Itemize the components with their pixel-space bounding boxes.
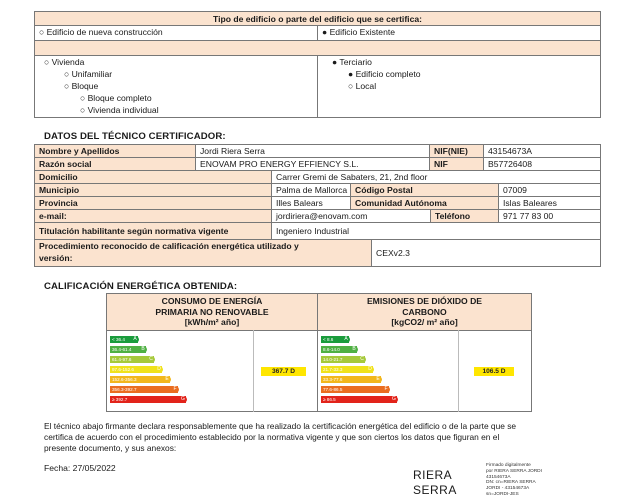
procedure-label-line-1: Procedimiento reconocido de calificación energética utilizado y <box>39 241 299 251</box>
emisiones-bar-a <box>321 336 349 343</box>
digital-line-2: por RIERA SERRA JORDI <box>486 468 542 474</box>
consumo-bar-range: 97.6-152.6 <box>112 367 134 372</box>
declaration-line-3: presente documento, y sus anexos: <box>44 443 177 453</box>
signature-line-1: RIERA <box>413 468 453 482</box>
digital-line-1: Firmado digitalmente <box>486 463 531 468</box>
digital-line-5: JORDI - 43154673A <box>486 486 530 492</box>
emisiones-rating-value: 106.5 D <box>474 367 514 376</box>
vivienda-individual-option: ○ Vivienda individual <box>80 105 159 115</box>
separator-band <box>34 40 601 56</box>
digital-line-4: DN: cn=RIERA SERRA <box>486 480 536 486</box>
consumo-bar-letter: B <box>139 346 147 353</box>
consumo-bar-range: 36.4-61.4 <box>112 347 132 352</box>
consumo-bar-letter: E <box>163 376 171 383</box>
emisiones-bar-letter: E <box>374 376 382 383</box>
emisiones-bar-range: 21.7-33.3 <box>323 367 343 372</box>
date-text: Fecha: 27/05/2022 <box>44 463 116 473</box>
emisiones-bar-range: ≥ 86.5 <box>323 397 336 402</box>
vivienda-option: ○ Vivienda <box>44 57 85 67</box>
province-value: Illes Balears <box>271 196 351 210</box>
phone-label: Teléfono <box>430 209 499 223</box>
emisiones-bar-e <box>321 376 381 383</box>
emisiones-bar-g <box>321 396 397 403</box>
consumo-bar-letter: F <box>171 386 179 393</box>
unifamiliar-option: ○ Unifamiliar <box>64 69 113 79</box>
emisiones-bar-range: 77.6-86.5 <box>323 387 343 392</box>
degree-value: Ingeniero Industrial <box>271 222 601 240</box>
consumo-bar-letter: C <box>147 356 155 363</box>
emisiones-bar-c <box>321 356 365 363</box>
consumo-scale-panel <box>106 330 318 412</box>
emisiones-bar-letter: D <box>366 366 374 373</box>
declaration-line-1: El técnico abajo firmante declara responsablemente que ha realizado la certificación energética del edificio o de la parte que se <box>44 421 517 431</box>
emisiones-bar-letter: B <box>350 346 358 353</box>
consumo-bar-range: 61.4-97.6 <box>112 357 132 362</box>
signature-line-2: SERRA <box>413 483 457 497</box>
consumo-bar-range: < 36.4 <box>112 337 125 342</box>
emisiones-bar-range: 14.0-21.7 <box>323 357 343 362</box>
consumo-bar-letter: G <box>179 396 187 403</box>
name-label: Nombre y Apellidos <box>34 144 196 158</box>
phone-value: 971 77 83 00 <box>498 209 601 223</box>
emisiones-bar-letter: G <box>390 396 398 403</box>
city-label: Municipio <box>34 183 272 197</box>
local-option: ○ Local <box>348 81 377 91</box>
bloque-option: ○ Bloque <box>64 81 99 91</box>
nif-label: NIF(NIE) <box>429 144 484 158</box>
region-value: Islas Baleares <box>498 196 601 210</box>
emisiones-bar-range: < 8.6 <box>323 337 334 342</box>
emisiones-bar-f <box>321 386 389 393</box>
emisiones-bar-letter: F <box>382 386 390 393</box>
consumo-rating-value: 367.7 D <box>261 367 306 376</box>
city-value: Palma de Mallorca <box>271 183 351 197</box>
rating-section-title: CALIFICACIÓN ENERGÉTICA OBTENIDA: <box>44 281 238 292</box>
bloque-completo-option: ○ Bloque completo <box>80 93 152 103</box>
signature-name <box>413 468 457 498</box>
address-value: Carrer Gremi de Sabaters, 21, 2nd floor <box>271 170 601 184</box>
address-label: Domicilio <box>34 170 272 184</box>
digital-line-3: 43154673A <box>486 474 511 480</box>
declaration-text <box>44 421 604 454</box>
postal-value: 07009 <box>498 183 601 197</box>
name-value: Jordi Riera Serra <box>195 144 430 158</box>
emisiones-divider <box>458 330 459 412</box>
technician-section-title: DATOS DEL TÉCNICO CERTIFICADOR: <box>44 131 226 142</box>
consumo-divider <box>253 330 254 412</box>
consumo-bar-e <box>110 376 170 383</box>
company-label: Razón social <box>34 157 196 171</box>
postal-label: Código Postal <box>350 183 499 197</box>
province-label: Provincia <box>34 196 272 210</box>
consumo-bar-c <box>110 356 154 363</box>
nif-value: 43154673A <box>483 144 601 158</box>
company-nif-value: B57726408 <box>483 157 601 171</box>
new-construction-option: ○ Edificio de nueva construcción <box>34 25 318 41</box>
emisiones-bar-range: 33.3-77.6 <box>323 377 343 382</box>
email-label: e-mail: <box>34 209 272 223</box>
consumo-bar-letter: A <box>131 336 139 343</box>
consumo-header-line-2: PRIMARIA NO RENOVABLE <box>155 306 269 317</box>
consumo-bar-d <box>110 366 162 373</box>
consumo-header <box>106 293 318 331</box>
consumo-bar-range: 152.6-356.3 <box>112 377 137 382</box>
edificio-completo-option: ● Edificio completo <box>348 69 421 79</box>
declaration-line-2: certifica de acuerdo con el procedimiento establecido por la normativa vigente y que son ciertos los datos que figuran en el <box>44 432 500 442</box>
consumo-header-line-1: CONSUMO DE ENERGÍA <box>161 296 263 306</box>
emisiones-bar-range: 8.6-14.0 <box>323 347 340 352</box>
company-nif-label: NIF <box>429 157 484 171</box>
emisiones-bar-d <box>321 366 373 373</box>
region-label: Comunidad Autónoma <box>350 196 499 210</box>
procedure-label-line-2: versión: <box>39 252 73 263</box>
consumo-bar-a <box>110 336 138 343</box>
emisiones-scale-panel <box>317 330 532 412</box>
consumo-bar-range: ≥ 392.7 <box>112 397 128 402</box>
emisiones-header <box>317 293 532 331</box>
degree-label: Titulación habilitante según normativa vigente <box>34 222 272 240</box>
emisiones-header-line-3: [kgCO2/ m² año] <box>391 317 458 327</box>
procedure-label <box>34 239 372 267</box>
emisiones-bar-letter: C <box>358 356 366 363</box>
email-value: jordiriera@enovam.com <box>271 209 431 223</box>
consumo-bar-range: 356.3-392.7 <box>112 387 137 392</box>
consumo-bar-g <box>110 396 186 403</box>
consumo-bar-letter: D <box>155 366 163 373</box>
building-type-title: Tipo de edificio o parte del edificio que se certifica: <box>34 11 601 26</box>
consumo-header-line-3: [kWh/m² año] <box>184 317 240 327</box>
consumo-bar-f <box>110 386 178 393</box>
emisiones-header-line-1: EMISIONES DE DIÓXIDO DE <box>366 296 483 306</box>
company-value: ENOVAM PRO ENERGY EFFIENCY S.L. <box>195 157 430 171</box>
digital-line-6: sn=JORDI-JES <box>486 491 519 497</box>
emisiones-header-line-2: CARBONO <box>402 306 447 317</box>
consumo-bar-b <box>110 346 146 353</box>
procedure-value: CEXv2.3 <box>371 239 601 267</box>
terciario-option: ● Terciario <box>332 57 372 67</box>
digital-signature-stamp <box>486 463 542 498</box>
emisiones-bar-b <box>321 346 357 353</box>
emisiones-bar-letter: A <box>342 336 350 343</box>
existing-building-option: ● Edificio Existente <box>317 25 601 41</box>
